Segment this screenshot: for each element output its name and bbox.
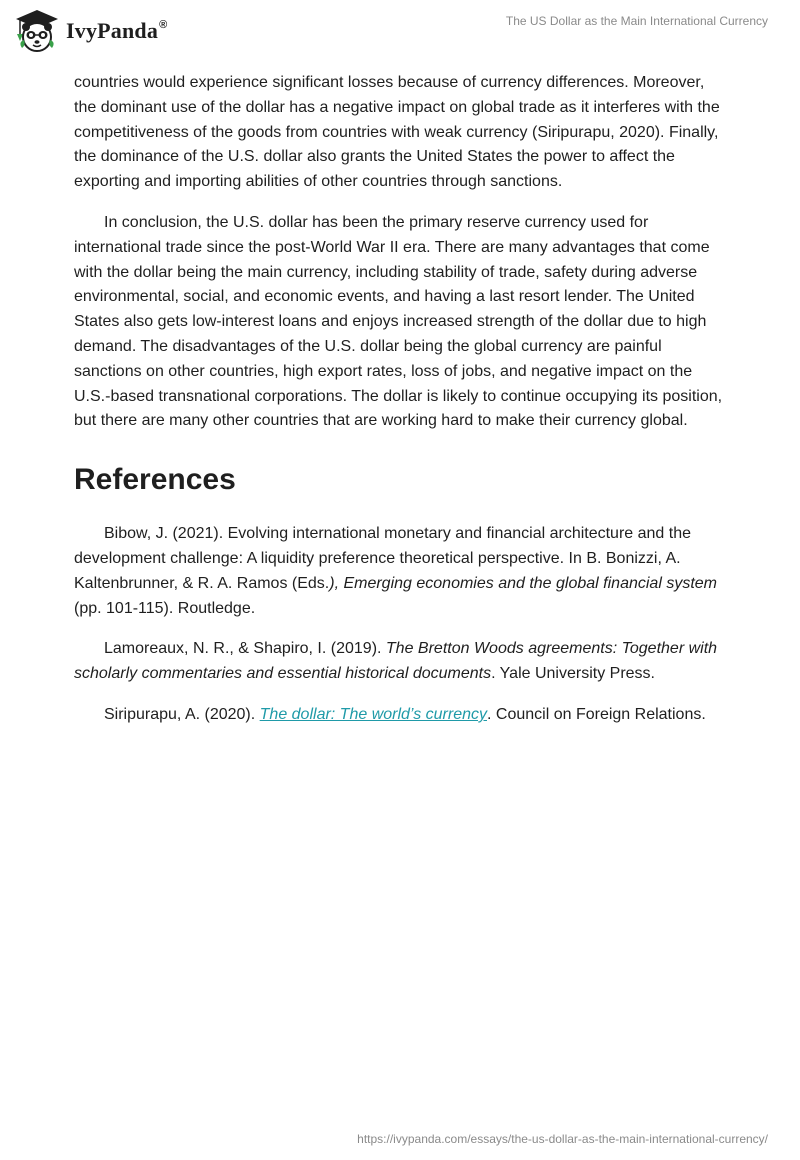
- references-heading: References: [74, 463, 236, 497]
- reference-item: Lamoreaux, N. R., & Shapiro, I. (2019). The Bretton Woods agreements: Together with scholarly commentaries and essential historical documents. Yale University Press.: [74, 640, 718, 683]
- reference-link[interactable]: The dollar: The world’s currency: [259, 705, 487, 723]
- ivypanda-logo[interactable]: [14, 8, 167, 54]
- conclusion-paragraph: In conclusion, the U.S. dollar has been the primary reserve currency used for international trade since the post-World War II era. There are many advantages that come with the dollar being the main currency, including stability of trade, safety during adverse environmental, social, and economic events, and having a last resort lender. The United States also gets low-interest loans and enjoys increased strength of the dollar due to high demand. The disadvantages of the U.S. dollar being the global currency are painful sanctions on other countries, high export rates, loss of jobs, and negative impact on the U.S.-based transnational corporations. The dollar is likely to continue occupying its position, but there are many other countries that are working hard to make their currency global.: [74, 213, 723, 430]
- essay-content: [74, 71, 726, 744]
- document-title: The US Dollar as the Main International Currency: [505, 14, 768, 28]
- brand-name: IvyPanda®: [66, 18, 168, 43]
- page-header: [0, 0, 800, 62]
- reference-item: Bibow, J. (2021). Evolving international monetary and financial architecture and the development challenge: A liquidity preference theoretical perspective. In B. Bonizzi, A. Kaltenbrunner, & R. A. Ramos (Eds.), Emerging economies and the global financial system (pp. 101-115). Routledge.: [74, 525, 717, 617]
- panda-graduate-icon: [14, 8, 60, 54]
- reference-item: Siripurapu, A. (2020). The dollar: The world’s currency. Council on Foreign Relations.: [104, 705, 706, 723]
- body-paragraph: countries would experience significant losses because of currency differences. Moreover, the dominant use of the dollar has a negative impact on global trade as it interferes with the competitiveness of the goods from countries with weak currency (Siripurapu, 2020). Finally, the dominance of the U.S. dollar also grants the United States the power to affect the exporting and importing abilities of other countries through sanctions.: [74, 74, 720, 191]
- footer-url[interactable]: https://ivypanda.com/essays/the-us-dollar-as-the-main-international-currency/: [357, 1132, 768, 1146]
